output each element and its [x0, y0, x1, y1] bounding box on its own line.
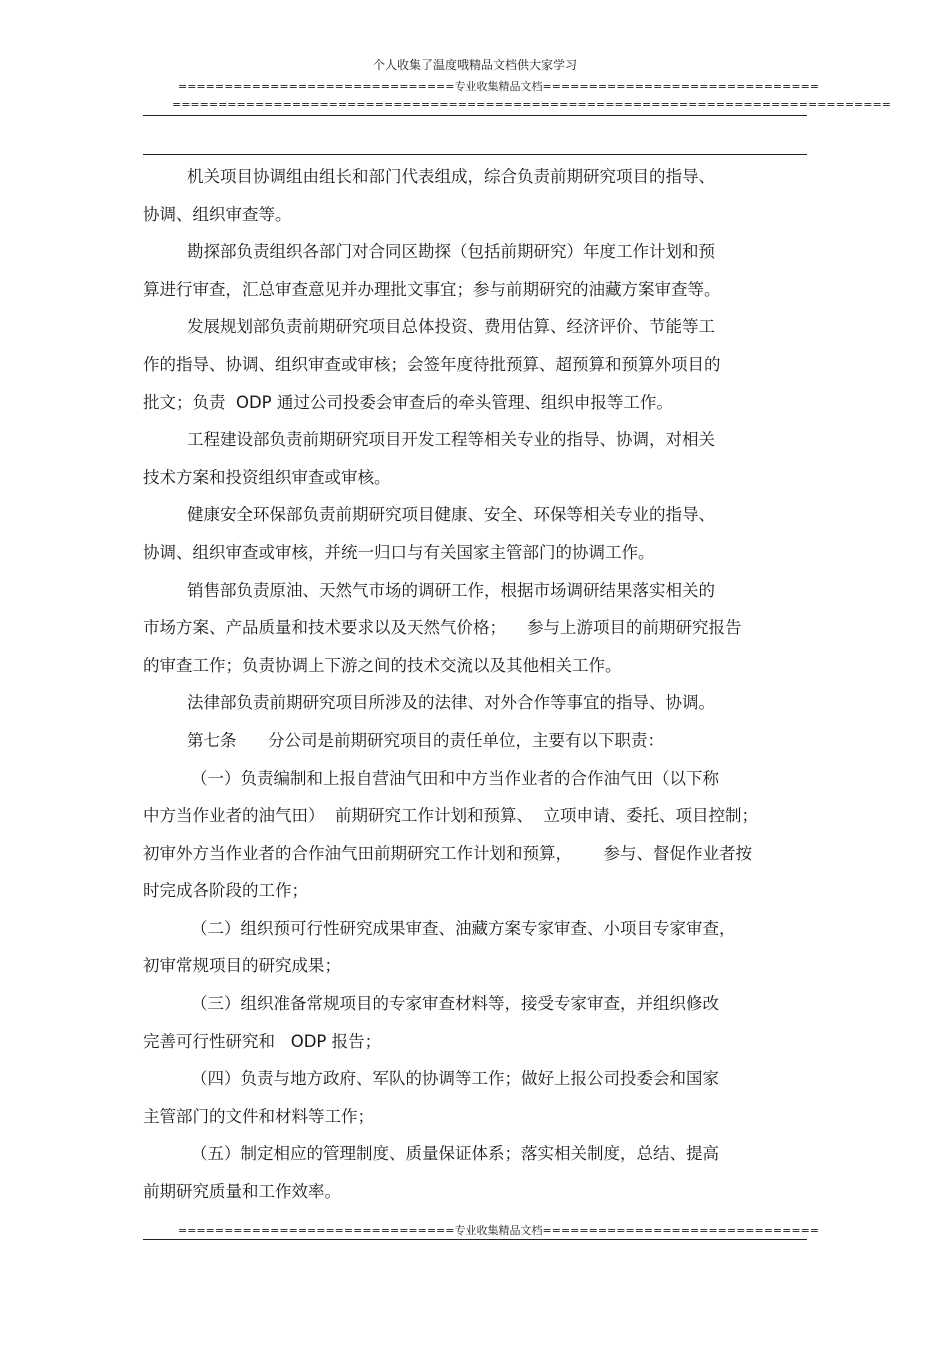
text-line: 市场方案、产品质量和技术要求以及天然气价格； 参与上游项目的前期研究报告: [143, 618, 742, 638]
text-line: 算进行审查，汇总审查意见并办理批文事宜；参与前期研究的油藏方案审查等。: [143, 279, 721, 299]
text-line: （五）制定相应的管理制度、质量保证体系；落实相关制度，总结、提高: [191, 1144, 719, 1164]
header-label: 专业收集精品文档: [454, 80, 543, 93]
text-line: 法律部负责前期研究项目所涉及的法律、对外合作等事宜的指导、协调。: [187, 693, 715, 713]
text-line: （四）负责与地方政府、军队的协调等工作；做好上报公司投委会和国家: [191, 1069, 719, 1089]
header-separator-left: ==============================: [178, 80, 455, 93]
document-body: [143, 158, 807, 1211]
text-line: 主管部门的文件和材料等工作；: [143, 1106, 374, 1126]
text-line: 初审常规项目的研究成果；: [143, 956, 341, 976]
header-separator-long: ==============================================================================: [172, 98, 891, 111]
footer-separator-left: ==============================: [178, 1224, 455, 1237]
text-line: 作的指导、协调、组织审查或审核；会签年度待批预算、超预算和预算外项目的: [143, 354, 721, 374]
text-line: 销售部负责原油、天然气市场的调研工作，根据市场调研结果落实相关的: [187, 580, 715, 600]
text-line: 技术方案和投资组织审查或审核。: [143, 467, 391, 487]
text-line: 勘探部负责组织各部门对合同区勘探（包括前期研究）年度工作计划和预: [187, 242, 715, 262]
footer-label: 专业收集精品文档: [454, 1224, 543, 1237]
article-heading: 第七条 分公司是前期研究项目的责任单位，主要有以下职责：: [187, 730, 664, 750]
text-line: 完善可行性研究和 ODP 报告；: [143, 1031, 382, 1051]
text-line: 机关项目协调组由组长和部门代表组成，综合负责前期研究项目的指导、: [187, 167, 715, 186]
header-separator-right: ==============================: [542, 80, 820, 93]
header-title: 个人收集了温度哦精品文档供大家学习: [372, 58, 577, 72]
text-line: 协调、组织审查等。: [143, 204, 292, 224]
text-line: （二）组织预可行性研究成果审查、油藏方案专家审查、小项目专家审查，: [191, 918, 736, 938]
body-top-rule: [143, 154, 807, 155]
text-line: 协调、组织审查或审核，并统一归口与有关国家主管部门的协调工作。: [143, 542, 655, 562]
text-line: （一）负责编制和上报自营油气田和中方当作业者的合作油气田（以下称: [191, 768, 719, 788]
footer-separator-row: [178, 1224, 820, 1238]
text-line: 中方当作业者的油气田） 前期研究工作计划和预算、 立项申请、委托、项目控制；: [143, 806, 758, 826]
text-line: 时完成各阶段的工作；: [143, 881, 308, 901]
header-rule: [143, 115, 807, 116]
header-separator-row: [178, 80, 820, 94]
text-line: 前期研究质量和工作效率。: [143, 1182, 341, 1202]
text-line: 批文；负责 ODP 通过公司投委会审查后的牵头管理、组织申报等工作。: [143, 392, 673, 412]
text-line: 初审外方当作业者的合作油气田前期研究工作计划和预算， 参与、督促作业者按: [143, 843, 752, 863]
footer-separator-right: ==============================: [542, 1224, 820, 1237]
text-line: （三）组织准备常规项目的专家审查材料等，接受专家审查，并组织修改: [191, 994, 719, 1014]
footer-rule: [143, 1239, 807, 1240]
text-line: 健康安全环保部负责前期研究项目健康、安全、环保等相关专业的指导、: [187, 505, 715, 525]
text-line: 发展规划部负责前期研究项目总体投资、费用估算、经济评价、节能等工: [187, 317, 715, 337]
text-line: 工程建设部负责前期研究项目开发工程等相关专业的指导、协调，对相关: [187, 430, 715, 450]
text-line: 的审查工作；负责协调上下游之间的技术交流以及其他相关工作。: [143, 655, 622, 675]
